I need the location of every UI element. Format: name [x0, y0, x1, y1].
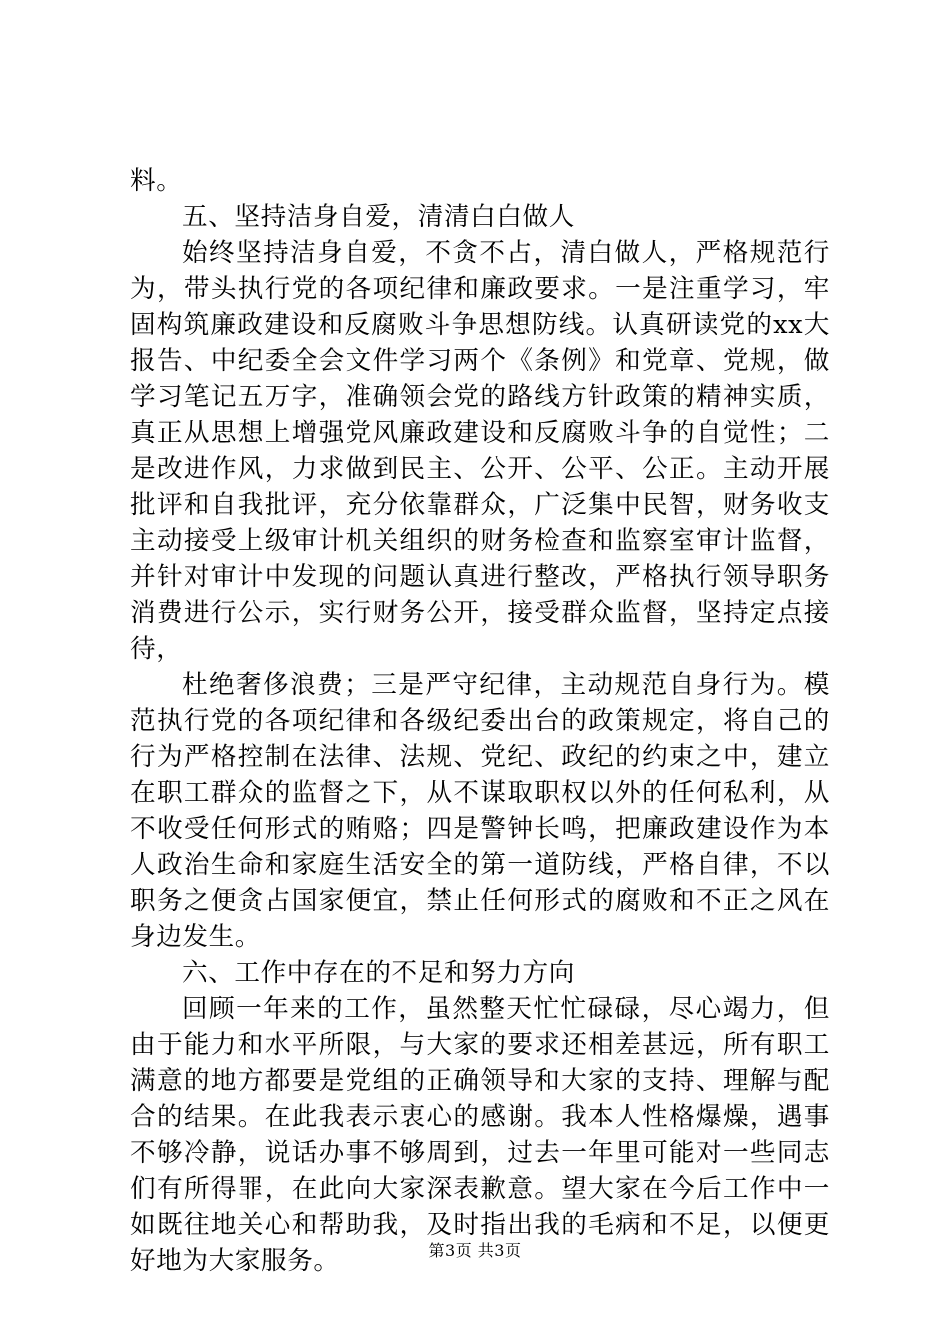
document-body: [130, 163, 830, 1279]
page-number-footer: 第3页 共3页: [428, 1241, 522, 1260]
paragraph-continuation: 料。: [130, 166, 183, 196]
paragraph-integrity: 始终坚持洁身自爱，不贪不占，清白做人，严格规范行为，带头执行党的各项纪律和廉政要求。一是注重学习，牢固构筑廉政建设和反腐败斗争思想防线。认真研读党的xx大报告、中纪委全会文件学习两个《条例》和党章、党规，做学习笔记五万字，准确领会党的路线方针政策的精神实质，真正从思想上增强党风廉政建设和反腐败斗争的自觉性；二是改进作风，力求做到民主、公开、公平、公正。主动开展批评和自我批评，充分依靠群众，广泛集中民智，财务收支主动接受上级审计机关组织的财务检查和监察室审计监督，并针对审计中发现的问题认真进行整改，严格执行领导职务消费进行公示，实行财务公开，接受群众监督，坚持定点接待，: [130, 238, 830, 664]
paragraph-discipline: 杜绝奢侈浪费；三是严守纪律，主动规范自身行为。模范执行党的各项纪律和各级纪委出台的政策规定，将自己的行为严格控制在法律、法规、党纪、政纪的约束之中，建立在职工群众的监督之下，从不谋取职权以外的任何私利，从不收受任何形式的贿赂；四是警钟长鸣，把廉政建设作为本人政治生命和家庭生活安全的第一道防线，严格自律，不以职务之便贪占国家便宜，禁止任何形式的腐败和不正之风在身边发生。: [130, 670, 830, 952]
section-heading-6: 六、工作中存在的不足和努力方向: [182, 958, 575, 988]
paragraph-review: 回顾一年来的工作，虽然整天忙忙碌碌，尽心竭力，但由于能力和水平所限，与大家的要求还相差甚远，所有职工满意的地方都要是党组的正确领导和大家的支持、理解与配合的结果。在此我表示衷心的感谢。我本人性格爆燥，遇事不够冷静，说话办事不够周到，过去一年里可能对一些同志们有所得罪，在此向大家深表歉意。望大家在今后工作中一如既往地关心和帮助我，及时指出我的毛病和不足，以便更好地为大家服务。: [130, 994, 830, 1276]
section-heading-5: 五、坚持洁身自爱，清清白白做人: [182, 202, 575, 232]
